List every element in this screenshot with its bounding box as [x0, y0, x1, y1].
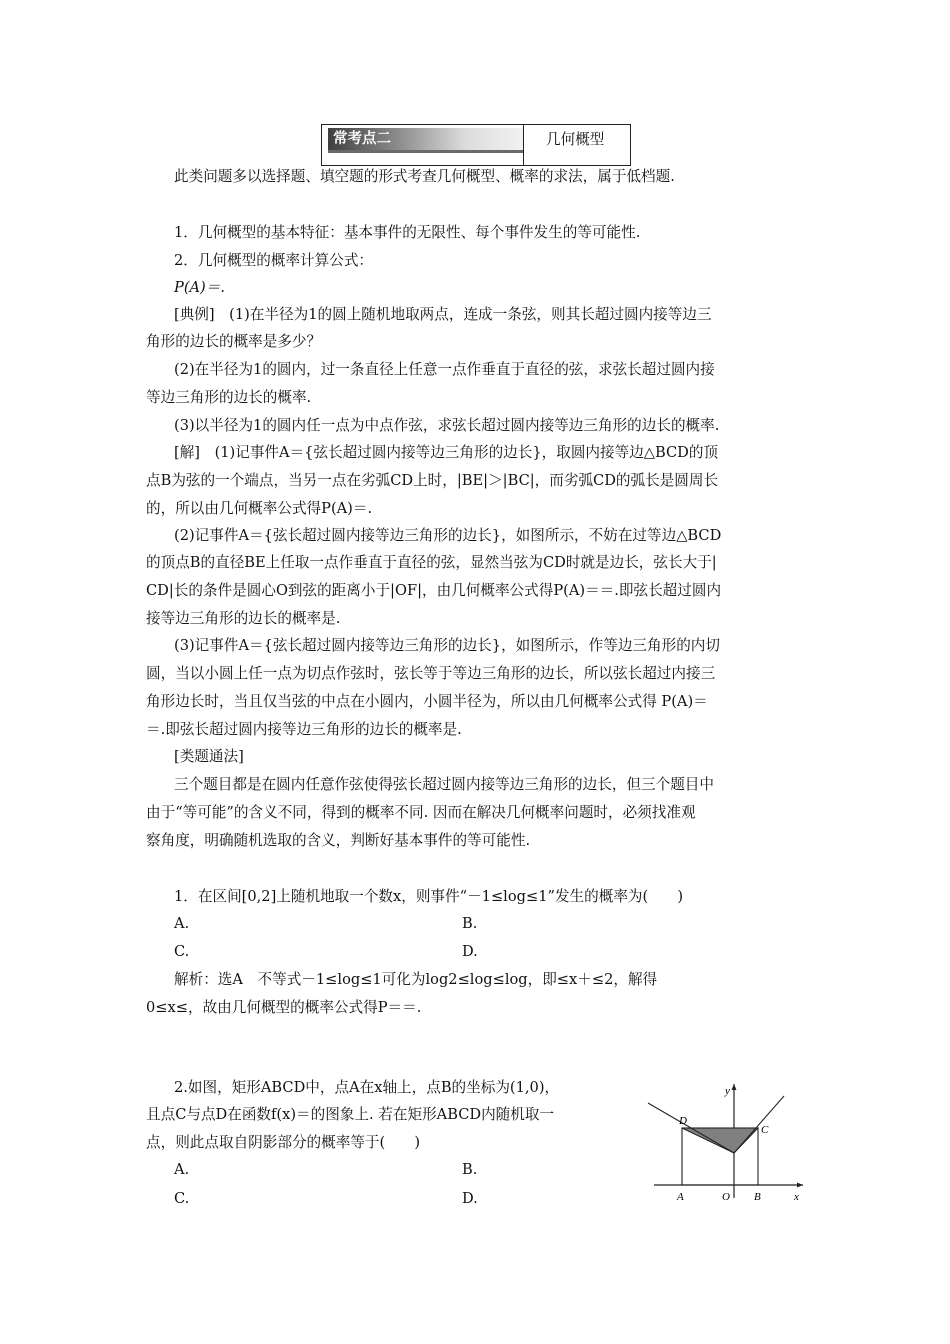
- exercise-2-line3: 点，则此点取自阴影部分的概率等于( ): [146, 1134, 421, 1151]
- point-a-label: A: [677, 1191, 684, 1200]
- x-axis-arrow: [797, 1183, 803, 1188]
- solution-3-line4: ＝.即弦长超过圆内接等边三角形的边长的概率是.: [146, 721, 462, 738]
- exercise-1-option-b: B.: [462, 915, 478, 932]
- exercise-1-option-d: D.: [462, 943, 478, 960]
- origin-label: O: [722, 1191, 730, 1200]
- exercise-2-option-d: D.: [462, 1190, 478, 1207]
- y-axis-label: y: [725, 1085, 730, 1097]
- section-header-divider: [523, 124, 524, 166]
- section-badge-underline: [328, 150, 524, 153]
- probability-formula: P(A)＝.: [174, 279, 225, 296]
- x-axis-label: x: [794, 1191, 799, 1200]
- exercise-1-stem: 1．在区间[0,2]上随机地取一个数x，则事件“－1≤log≤1”发生的概率为( ): [174, 888, 684, 905]
- exercise-2-line2: 且点C与点D在函数f(x)＝的图象上. 若在矩形ABCD内随机取一: [146, 1106, 555, 1123]
- exercise-1-answer-line2: 0≤x≤，故由几何概型的概率公式得P＝＝.: [146, 999, 422, 1016]
- exercise-1-option-a: A.: [174, 915, 190, 932]
- solution-3-line3: 角形边长时，当且仅当弦的中点在小圆内，小圆半径为，所以由几何概率公式得 P(A)＝: [146, 693, 708, 710]
- point-b-label: B: [754, 1191, 761, 1200]
- graph-right-branch: [734, 1096, 784, 1153]
- point-2: 2．几何概型的概率计算公式：: [174, 252, 374, 269]
- method-line2: 由于“等可能”的含义不同，得到的概率不同. 因而在解决几何概率问题时，必须找准观: [146, 804, 696, 821]
- exercise-2-option-a: A.: [174, 1161, 190, 1178]
- point-d-label: D: [679, 1115, 687, 1127]
- section-badge-label: 常考点二: [333, 131, 391, 147]
- solution-2-line4: 接等边三角形的边长的概率是.: [146, 610, 341, 627]
- method-label: [类题通法]: [174, 748, 244, 765]
- example-q1-line2: 角形的边长的概率是多少？: [146, 333, 322, 350]
- solution-2-line3: CD|长的条件是圆心O到弦的距离小于|OF|，由几何概率公式得P(A)＝＝.即弦长超过圆内: [146, 582, 722, 599]
- y-axis-arrow: [732, 1084, 737, 1090]
- solution-2-line2: 的顶点B的直径BE上任取一点作垂直于直径的弦，显然当弦为CD时就是边长，弦长大于|: [146, 554, 717, 571]
- exercise-1-option-c: C.: [174, 943, 190, 960]
- point-c-label: C: [761, 1124, 769, 1136]
- exercise-1-answer-line1: 解析：选A 不等式－1≤log≤1可化为log2≤log≤log，即≤x＋≤2，解得: [174, 971, 658, 988]
- rectangle-function-figure: [640, 1080, 810, 1200]
- solution-3-line1: (3)记事件A＝{弦长超过圆内接等边三角形的边长}，如图所示，作等边三角形的内切: [174, 637, 720, 654]
- exercise-2-option-b: B.: [462, 1161, 478, 1178]
- method-line3: 察角度，明确随机选取的含义，判断好基本事件的等可能性.: [146, 832, 531, 849]
- example-q3: (3)以半径为1的圆内任一点为中点作弦，求弦长超过圆内接等边三角形的边长的概率.: [174, 417, 720, 434]
- solution-2-line1: (2)记事件A＝{弦长超过圆内接等边三角形的边长}，如图所示，不妨在过等边△BCD: [174, 527, 722, 544]
- solution-1-line1: [解] (1)记事件A＝{弦长超过圆内接等边三角形的边长}，取圆内接等边△BCD的顶: [174, 444, 719, 461]
- example-q2-line1: (2)在半径为1的圆内，过一条直径上任意一点作垂直于直径的弦，求弦长超过圆内接: [174, 361, 715, 378]
- example-q2-line2: 等边三角形的边长的概率.: [146, 389, 312, 406]
- exercise-2-option-c: C.: [174, 1190, 190, 1207]
- intro-text: 此类问题多以选择题、填空题的形式考查几何概型、概率的求法，属于低档题.: [174, 168, 675, 185]
- example-q1-line1: [典例] (1)在半径为1的圆上随机地取两点，连成一条弦，则其长超过圆内接等边三: [174, 306, 712, 323]
- solution-3-line2: 圆，当以小圆上任一点为切点作弦时，弦长等于等边三角形的边长，所以弦长超过内接三: [146, 665, 716, 682]
- point-1: 1．几何概型的基本特征：基本事件的无限性、每个事件发生的等可能性.: [174, 224, 641, 241]
- method-line1: 三个题目都是在圆内任意作弦使得弦长超过圆内接等边三角形的边长，但三个题目中: [174, 776, 714, 793]
- solution-1-line3: 的，所以由几何概率公式得P(A)＝.: [146, 500, 373, 517]
- section-title: 几何概型: [546, 131, 605, 148]
- solution-1-line2: 点B为弦的一个端点，当另一点在劣弧CD上时，|BE|＞|BC|，而劣弧CD的弧长是圆周长: [146, 472, 719, 489]
- shaded-region: [682, 1128, 758, 1153]
- exercise-2-line1: 2.如图，矩形ABCD中，点A在x轴上，点B的坐标为(1,0)，: [174, 1079, 560, 1096]
